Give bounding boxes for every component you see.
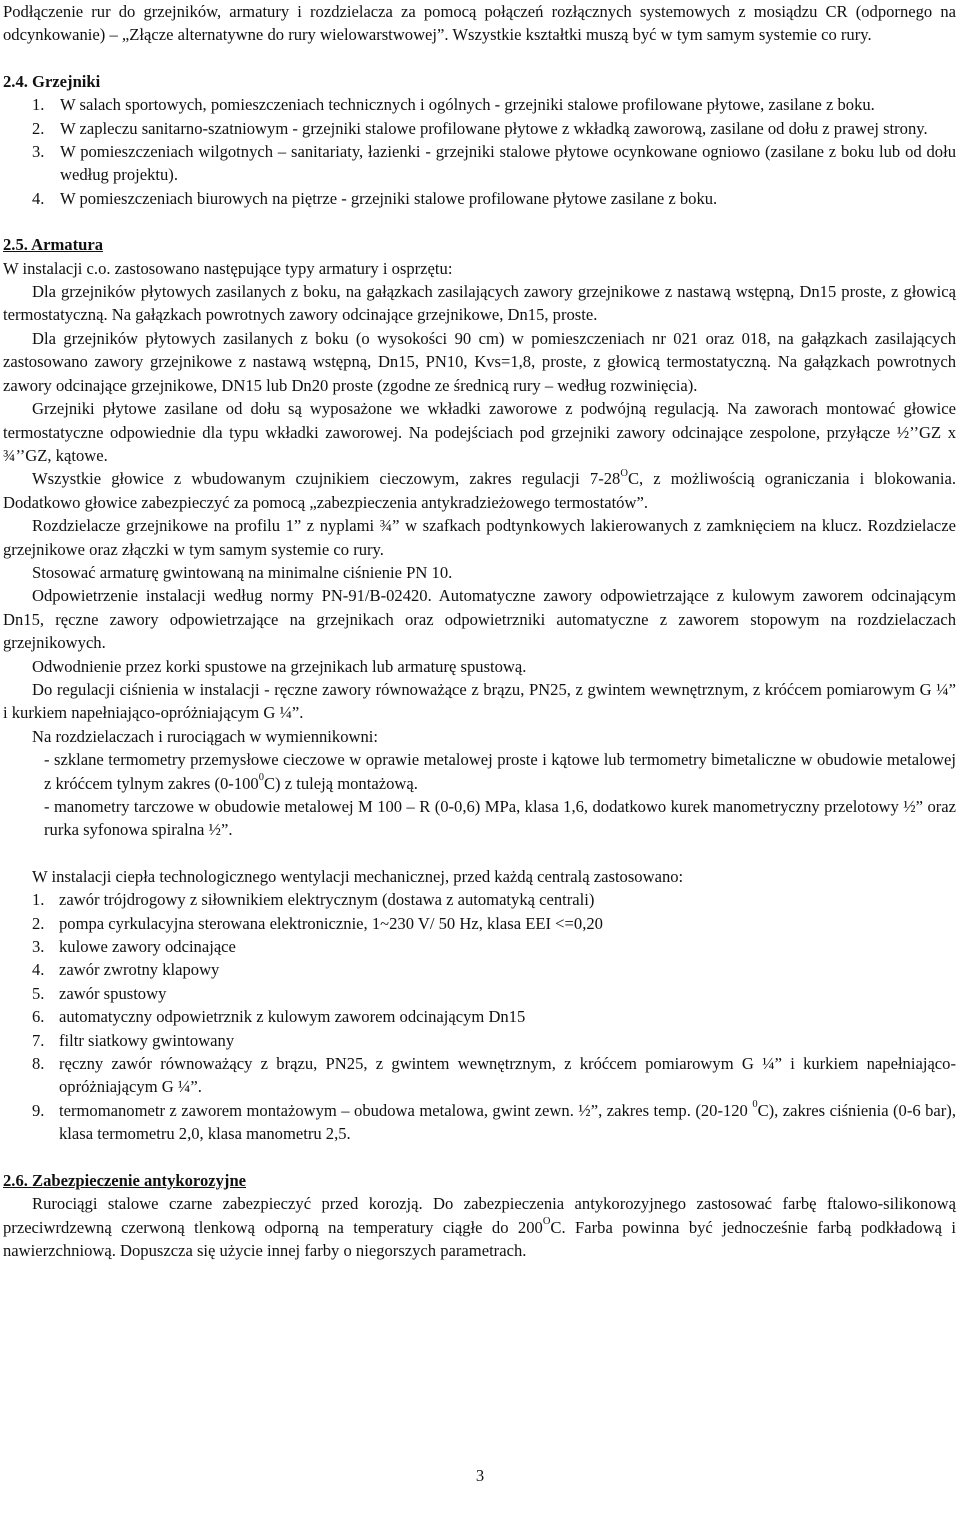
paragraph: Wszystkie głowice z wbudowanym czujnikiem cieczowym, zakres regulacji $7-28^OC$, z możliwością ograniczania i blokowania. Dodatkowo głowice zabezpieczyć za pomocą „zabezpieczenia antykradzieżowego termostatów”. [3,467,956,512]
paragraph: Do regulacji ciśnienia w instalacji - ręczne zawory równoważące z brązu, PN25, z gwintem wewnętrznym, z króćcem pomiarowym G ¼” i kurkiem napełniająco-opróżniającym G ¼”. [3,679,956,723]
paragraph: Odpowietrzenie instalacji według normy PN-91/B-02420. Automatyczne zawory odpowietrzające z kulowym zaworem odcinającym Dn15, ręczne zawory odpowietrzające na grzejnikach oraz odpowietrzniki automatyczne z zaworem stopowym na rozdzielaczach grzejnikowych. [3,586,956,653]
ventilation-lead: W instalacji ciepła technologicznego wentylacji mechanicznej, przed każdą centralą zastosowano: [32,866,684,886]
list-item: 5. zawór spustowy [32,983,167,1003]
list-item: 1. W salach sportowych, pomieszczeniach technicznych i ogólnych - grzejniki stalowe profilowane płytowe, zasilane z boku. [32,95,875,115]
list-item: 3. kulowe zawory odcinające [32,937,236,957]
list-item: 6. automatyczny odpowietrznik z kulowym zaworem odcinającym Dn15 [32,1007,526,1027]
paragraph: Rozdzielacze grzejnikowe na profilu 1” z nyplami ¾” w szafkach podtynkowych lakierowanych z zamknięciem na klucz. Rozdzielacze grzejnikowe oraz złączki w tym samym systemie co rury. [3,516,956,559]
superscript: 0 [258,772,264,784]
list-item: 8. ręczny zawór równoważący z brązu, PN25, z gwintem wewnętrznym, z króćcem pomiarowym G ¼” i kurkiem napełniająco-opróżniającym G ¼”. [32,1054,956,1097]
superscript: O [542,1215,551,1227]
list-item: - manometry tarczowe w obudowie metalowej M 100 – R (0-0,6) MPa, klasa 1,6, dodatkowo kurek manometryczny przelotowy ½” oraz rurka syfonowa spiralna ½”. [44,797,956,840]
list-item: 3. W pomieszczeniach wilgotnych – sanitariaty, łazienki - grzejniki stalowe płytowe ocynkowane ogniowo (zasilane z boku lub od dołu według projektu). [32,142,956,185]
paragraph: Na rozdzielaczach i rurociągach w wymiennikowni: [32,726,379,746]
superscript: 0 [752,1099,758,1111]
list-item: 4. zawór zwrotny klapowy [32,960,220,980]
spacer [3,1146,956,1169]
spacer [3,210,956,233]
paragraph: Grzejniki płytowe zasilane od dołu są wyposażone we wkładki zaworowe z podwójną regulacją. Na zaworach montować głowice termostatyczne odpowiednie dla typu wkładki zaworowej. Na podejściach pod grzejniki zawory odcinające zespolone, przyłącze ½’’GZ x ¾’’GZ, kątowe. [3,399,956,465]
paragraph: Rurociągi stalowe czarne zabezpieczyć przed korozją. Do zabezpieczenia antykorozyjnego zastosować farbę ftalowo-silikonową przeciwrdzewną czerwoną tlenkową odporną na temperatury ciągłe do $200^OC$. Farba powinna być jednocześnie farbą podkładową i nawierzchniową. Dopuszcza się użycie innej farby o niegorszych parametrach. [3,1194,956,1260]
section-heading-radiators: 2.4. Grzejniki [3,71,101,91]
list-item: 9. termomanometr z zaworem montażowym – obudowa metalowa, gwint zewn. ½”, zakres temp. (20-120 $^0$C), zakres ciśnienia (0-6 bar), klasa termometru 2,0, klasa manometru 2,5. [32,1099,956,1144]
paragraph: Dla grzejników płytowych zasilanych z boku (o wysokości 90 cm) w pomieszczeniach nr 021 oraz 018, na gałązkach zasilających zastosowano zawory grzejnikowe z nastawą wstępną, Dn15, PN10, Kvs=1,8, proste, z głowicą termostatyczną. Na gałązkach powrotnych zawory odcinające grzejnikowe, DN15 lub Dn20 proste (zgodne ze średnicą rury – według rozwinięcia). [3,328,956,395]
fittings-lead: W instalacji c.o. zastosowano następujące typy armatury i osprzętu: [3,258,453,278]
list-item: 2. W zapleczu sanitarno-szatniowym - grzejniki stalowe profilowane płytowe z wkładką zaworową, zasilane od dołu z prawej strony. [32,118,928,138]
ventilation-list [3,888,956,1145]
paragraph: Odwodnienie przez korki spustowe na grzejnikach lub armaturę spustową. [32,656,527,676]
list-item: 1. zawór trójdrogowy z siłownikiem elektrycznym (dostawa z automatyką centrali) [32,890,595,910]
radiators-list [3,93,956,210]
spacer [3,842,956,865]
instrument-list [3,748,956,842]
list-item: - szklane termometry przemysłowe cieczowe w oprawie metalowej proste i kątowe lub termometry bimetaliczne w obudowie metalowej z króćcem tylnym zakres $(0-100^0C)$ z tuleją montażową. [44,750,956,793]
superscript: O [620,467,628,479]
list-item: 7. filtr siatkowy gwintowany [32,1030,235,1050]
section-heading-anticorrosion: 2.6. Zabezpieczenie antykorozyjne [3,1170,247,1190]
page-number: 3 [475,1466,485,1485]
intro-paragraph: Podłączenie rur do grzejników, armatury i rozdzielacza za pomocą połączeń rozłącznych systemowych z mosiądzu CR (odpornego na odcynkowanie) – „Złącze alternatywne do rury wielowarstwowej”. Wszystkie kształtki muszą być w tym samym systemie co rury. [3,2,956,45]
spacer [3,47,956,70]
document-page [3,0,956,1262]
paragraph: Stosować armaturę gwintowaną na minimalne ciśnienie PN 10. [32,562,453,582]
paragraph: Dla grzejników płytowych zasilanych z boku, na gałązkach zasilających zawory grzejnikowe z nastawą wstępną, Dn15 proste, z głowicą termostatyczną. Na gałązkach powrotnych zawory odcinające grzejnikowe, Dn15, proste. [3,282,956,325]
section-heading-fittings: 2.5. Armatura [3,235,104,255]
list-item: 2. pompa cyrkulacyjna sterowana elektronicznie, 1~230 V/ 50 Hz, klasa EEI <=0,20 [32,913,603,933]
list-item: 4. W pomieszczeniach biurowych na piętrze - grzejniki stalowe profilowane płytowe zasilane z boku. [32,188,718,208]
